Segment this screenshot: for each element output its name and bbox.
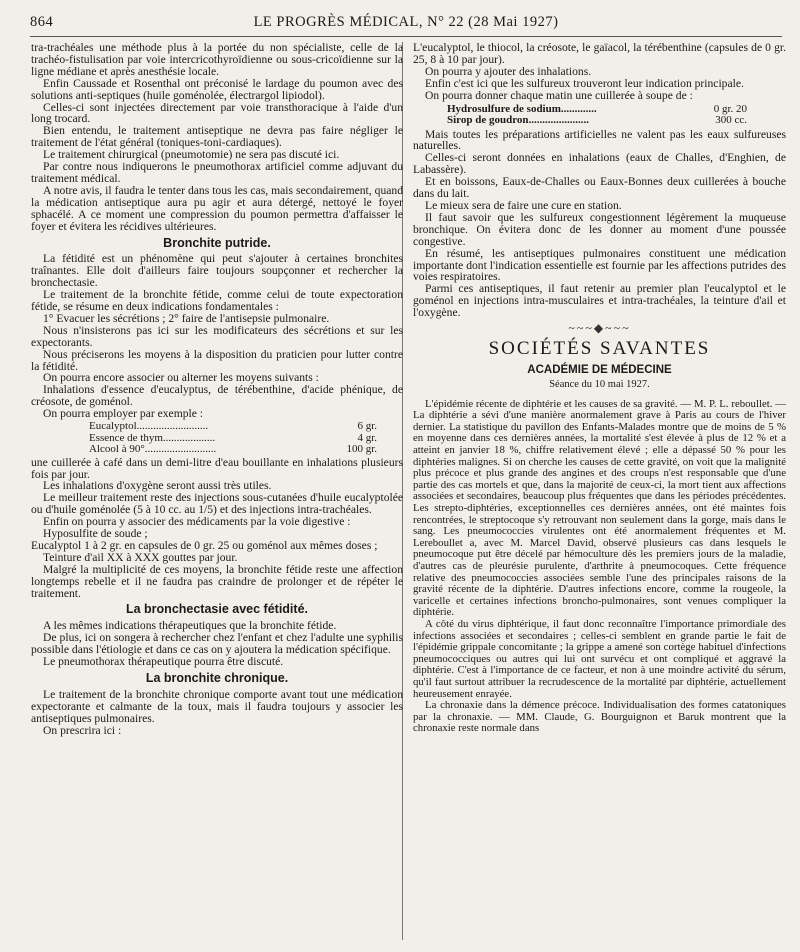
paragraph: L'eucalyptol, le thiocol, la créosote, le gaïacol, la térébenthine (capsules de 0 gr. 25, 8 à 10 par jour). bbox=[413, 41, 786, 66]
paragraph: Le pneumothorax thérapeutique pourra être discuté. bbox=[43, 655, 284, 669]
paragraph: Celles-ci sont injectées directement par voie transthoracique à l'aide d'un long trocard. bbox=[31, 100, 403, 126]
paragraph: On pourra donner chaque matin une cuillerée à soupe de : bbox=[425, 88, 693, 102]
paragraph: Mais toutes les préparations artificielles ne valent pas les eaux sulfureuses naturelles. bbox=[413, 127, 786, 153]
paragraph: On prescrira ici : bbox=[43, 723, 122, 737]
paragraph: Les inhalations d'oxygène seront aussi très utiles. bbox=[43, 479, 272, 493]
paragraph: Eucalyptol 1 à 2 gr. en capsules de 0 gr. 25 ou goménol aux mêmes doses ; bbox=[31, 538, 378, 552]
paragraph: Il faut savoir que les sulfureux congestionnent légèrement la muqueuse bronchique. On évitera donc de les donner au moment d'une poussée congestive. bbox=[413, 210, 786, 248]
dose: 6 gr. bbox=[357, 420, 377, 433]
ingredient: Essence de thym................... bbox=[89, 431, 216, 444]
paragraph: 1° Evacuer les sécrétions ; 2° faire de l'antisepsie pulmonaire. bbox=[43, 311, 330, 325]
section-heading: La bronchite chronique. bbox=[145, 671, 289, 685]
section-heading: Bronchite putride. bbox=[163, 235, 271, 250]
paragraph: Par contre nous indiquerons le pneumothorax artificiel comme adjuvant du traitement médical. bbox=[31, 160, 403, 185]
paragraph: Nous préciserons les moyens à la disposition du praticien pour lutter contre la fétidité. bbox=[31, 347, 403, 373]
paragraph: Et en boissons, Eaux-de-Challes ou Eaux-Bonnes deux cuillerées à bouche dans du lait. bbox=[413, 175, 786, 201]
paragraph: Le traitement de la bronchite chronique comporte avant tout une médication expectorante et calmante de la toux, mais il faudra toujours y associer les antiseptiques pulmonaires. bbox=[31, 687, 403, 725]
paragraph: On pourra y ajouter des inhalations. bbox=[425, 64, 592, 78]
paragraph: Malgré la multiplicité de ces moyens, la bronchite fétide reste une affection longtemps rebelle et il ne faudra pas craindre de prolonger et de répéter le traitement. bbox=[31, 562, 403, 600]
paragraph: Bien entendu, le traitement antiseptique ne devra pas faire négliger le traitement de l'état général (toniques-toni-cardiaques). bbox=[31, 124, 403, 150]
paragraph: Inhalations d'essence d'eucalyptus, de térébenthine, d'acide phénique, de créosote, de goménol. bbox=[31, 383, 403, 409]
paragraph: La fétidité est un phénomène qui peut s'ajouter à certaines bronchites traînantes. Elle doit d'ailleurs faire toujours soupçonner et rechercher la bronchectasie. bbox=[31, 252, 403, 290]
paragraph: L'épidémie récente de diphtérie et les causes de sa gravité. — M. P. L. reboullet. — La diphtérie a sévi d'une manière anormalement grave à Paris au cours de l'hiver dernier. La statistique du pavillon des Enfants-Malades montre que de moins de 5 % en moyenne dans ces dernières années, la mortalité s'est élevée à plus de 12 % et a atteint en janvier 18 %, chiffre relativement élevé ; elle a dépassé 50 % pour les diphtéries malignes. Si on cherche les causes de cette gravité, on voit que la malignité plus précoce et plus grande des angines et des croups n'est responsable que d'une partie des cas mortels et que, dans la majorité de ceux-ci, la mort tient aux affections associées et secondaires, beaucoup plus fréquentes que dans les périodes précédentes. Les strepto-diphtéries, exceptionnelles ces dernières années, ont été maintes fois rencontrées, le streptocoque s'y retrouvant non seulement dans la gorge, mais dans le sang. Les pneumococcies virulentes ont été anormalement fréquentes et M. Lereboullet a, avec M. Marcel David, observé plusieurs cas dans lesquels le pneumocoque put être décelé par hémoculture dès les premiers jours de la maladie, d'autres cas de pleurésie purulente, d'arthrite à pneumocoques. Cette fréquence relative des pneumococcies associées semble l'une des principales raisons de la gravité récente de la diphtérie. D'autres infections encore, comme la rougeole, la varicelle et certaines infections broncho-pulmonaires, sont venues compliquer la diphtérie. bbox=[413, 397, 786, 619]
paragraph: Celles-ci seront données en inhalations (eaux de Challes, d'Enghien, de Labassère). bbox=[413, 151, 786, 177]
paragraph: Enfin on pourra y associer des médicaments par la voie digestive : bbox=[43, 515, 351, 529]
paragraph: En résumé, les antiseptiques pulmonaires constituent une médication importante dont l'indication essentielle est fournie par les affections putrides des voies respiratoires. bbox=[413, 246, 786, 284]
paragraph: tra-trachéales une méthode plus à la portée du non spécialiste, celle de la trachéo-fistulisation par voie intercricothyroïdienne ou sous-cricoïdienne sur la ligne médiane et après anesthésie locale. bbox=[31, 41, 403, 78]
header-rule bbox=[30, 36, 782, 37]
prescription-list bbox=[89, 421, 377, 456]
right-column bbox=[413, 42, 786, 735]
paragraph: Teinture d'ail XX à XXX gouttes par jour. bbox=[43, 550, 238, 564]
paragraph: On pourra employer par exemple : bbox=[43, 407, 203, 421]
running-title: LE PROGRÈS MÉDICAL, N° 22 (28 Mai 1927) bbox=[253, 14, 559, 30]
paragraph: Enfin c'est ici que les sulfureux trouveront leur indication principale. bbox=[425, 76, 744, 90]
section-title: SOCIÉTÉS SAVANTES bbox=[488, 337, 711, 359]
paragraph: On pourra encore associer ou alterner les moyens suivants : bbox=[43, 371, 319, 385]
paragraph: De plus, ici on songera à rechercher chez l'enfant et chez l'adulte une syphilis possible dans l'étiologie et dans ce cas on y ajoutera la médication spécifique. bbox=[31, 631, 403, 657]
paragraph: Nous n'insisterons pas ici sur les modificateurs des sécrétions et sur les expectorants. bbox=[31, 323, 403, 349]
paragraph: La chronaxie dans la démence précoce. Individualisation des formes catatoniques par la chronaxie. — MM. Claude, G. Bourguignon et Baruk montrent que la chronaxie reste normale dans bbox=[413, 699, 786, 735]
ingredient: Hydrosulfure de sodium............. bbox=[447, 102, 597, 115]
ingredient: Sirop de goudron...................... bbox=[447, 114, 590, 127]
ornament-divider: ~~~◆~~~ bbox=[568, 321, 631, 336]
dose: 0 gr. 20 bbox=[713, 102, 747, 115]
paragraph: A les mêmes indications thérapeutiques que la bronchite fétide. bbox=[43, 619, 337, 633]
paragraph: Le mieux sera de faire une cure en station. bbox=[425, 198, 622, 212]
dose: 4 gr. bbox=[357, 431, 377, 444]
session-date: Séance du 10 mai 1927. bbox=[549, 378, 650, 390]
prescription-list bbox=[447, 104, 747, 127]
page-header bbox=[30, 10, 782, 36]
paragraph: Le traitement de la bronchite fétide, comme celui de toute expectoration fétide, se résume en deux indications fondamentales : bbox=[31, 288, 403, 314]
left-column bbox=[31, 42, 403, 737]
paragraph: A notre avis, il faudra le tenter dans tous les cas, mais secondairement, quand la médication antiseptique aura pu agir et aura détergé, nettoyé le foyer sphacélé. A ce moment une compression du poumon permettra d'affaisser le foyer et évitera les récidives ultérieures. bbox=[31, 183, 403, 233]
paragraph: Le traitement chirurgical (pneumotomie) ne sera pas discuté ici. bbox=[43, 148, 340, 162]
section-heading: La bronchectasie avec fétidité. bbox=[125, 602, 308, 617]
ingredient: Eucalyptol.......................... bbox=[89, 420, 209, 433]
page-number: 864 bbox=[30, 14, 54, 30]
paragraph: Enfin Caussade et Rosenthal ont préconisé le lardage du poumon avec des solutions anti-septiques (huile goménolée, électrargol lipiodol). bbox=[31, 76, 403, 102]
ingredient: Alcool à 90°.......................... bbox=[89, 443, 217, 456]
paragraph: Parmi ces antiseptiques, il faut retenir au premier plan l'eucalyptol et le goménol en injections intra-musculaires et intra-trachéales, la teinture d'ail et l'oxygène. bbox=[413, 282, 786, 320]
society-heading: ACADÉMIE DE MÉDECINE bbox=[527, 363, 672, 376]
paragraph: une cuillerée à café dans un demi-litre d'eau bouillante en inhalations plusieurs fois par jour. bbox=[31, 455, 403, 481]
dose: 100 gr. bbox=[346, 443, 377, 456]
paragraph: A côté du virus diphtérique, il faut donc reconnaître l'importance primordiale des infections associées et secondaires ; celles-ci semblent en grande partie le fait de l'épidémie grippale concomitante ; la grippe a amené son cortège habituel d'infections pneumococciques ou autres qui lui ont survécu et ont compliqué et aggravé la diphtérie. C'est à l'importance de ce facteur, et non à une moindre activité du sérum, qu'il faut surtout attribuer la recrudescence de la mortalité par diphtérie, actuellement heureusement enrayée. bbox=[413, 617, 786, 700]
paragraph: Le meilleur traitement reste des injections sous-cutanées d'huile eucalyptolée ou d'huile goménolée (5 à 10 cc. au 1/5) et des injections intra-trachéales. bbox=[31, 491, 403, 517]
dose: 300 cc. bbox=[715, 114, 747, 127]
paragraph: Hyposulfite de soude ; bbox=[43, 527, 148, 541]
